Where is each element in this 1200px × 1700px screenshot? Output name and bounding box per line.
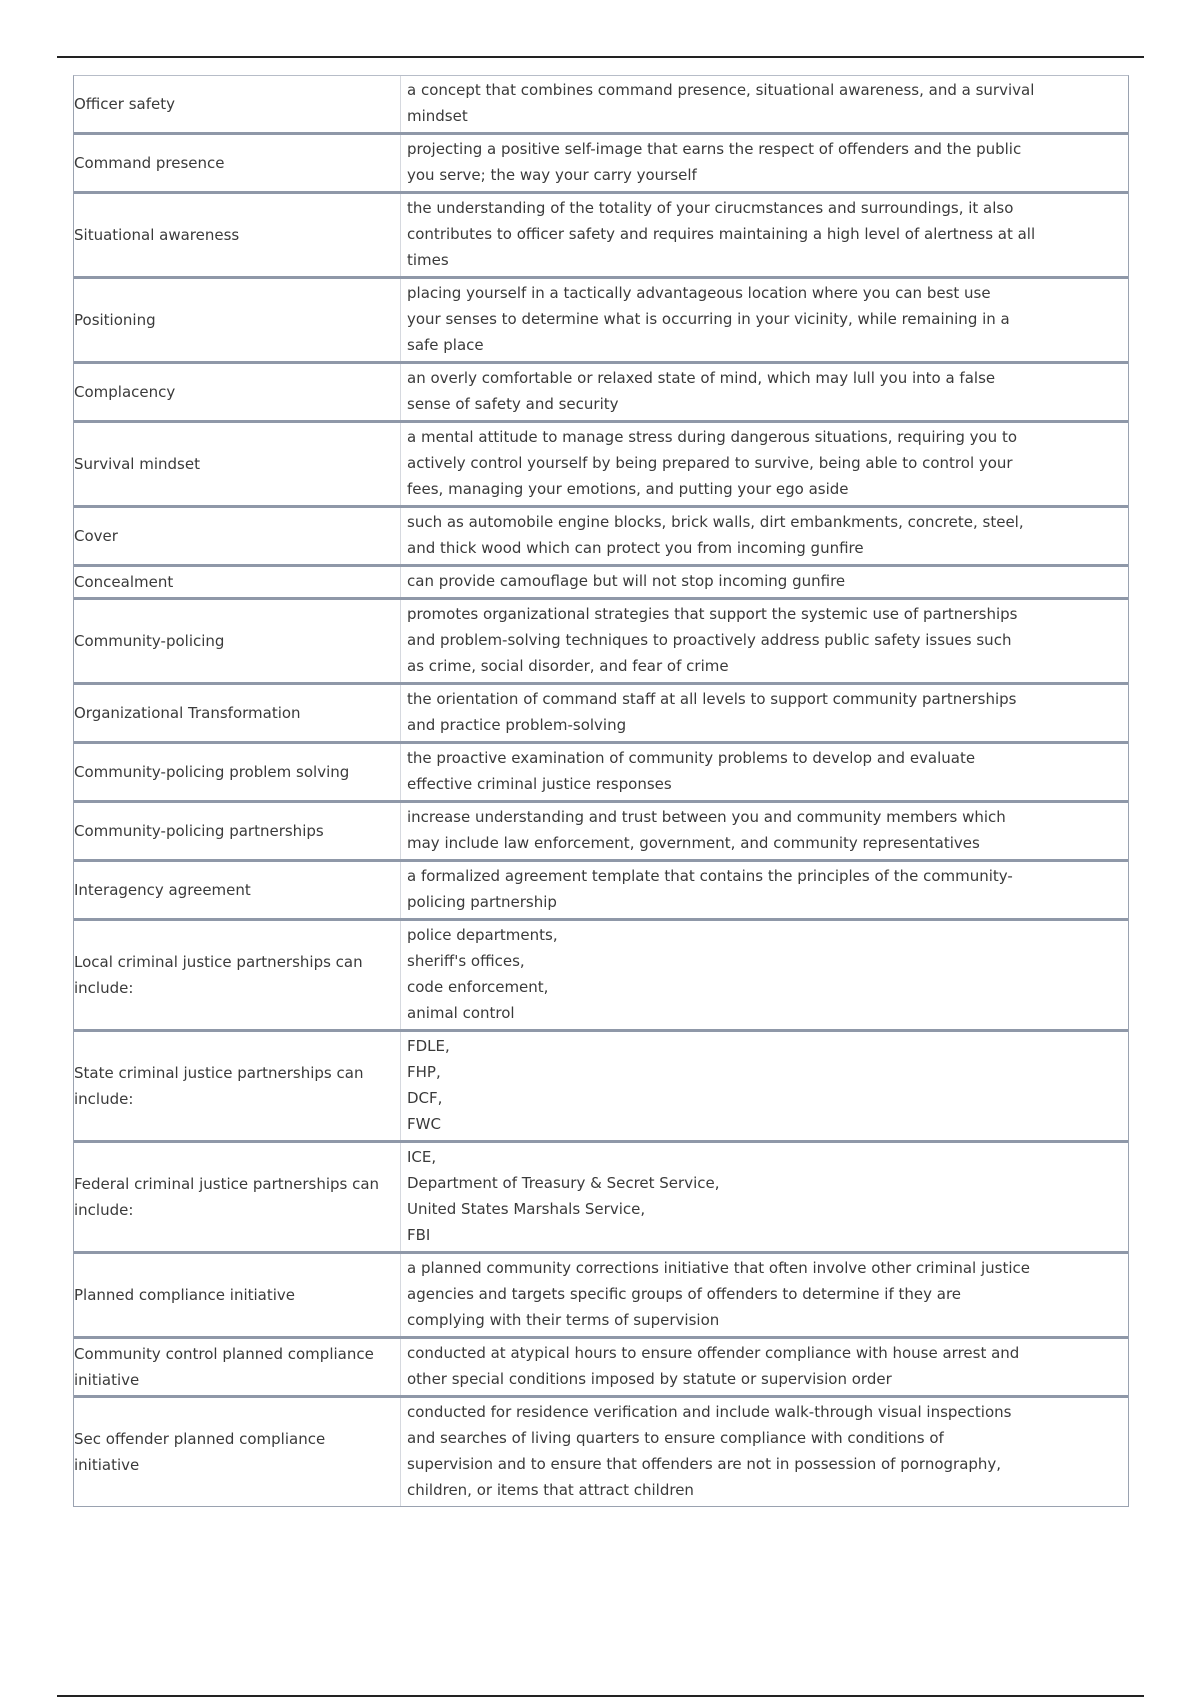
term-cell xyxy=(74,862,401,918)
table-row xyxy=(74,567,1128,600)
definition-text: the orientation of command staff at all levels to support community partnerships xyxy=(407,690,1017,708)
term-cell xyxy=(74,1254,401,1336)
definition-text: FBI xyxy=(407,1226,431,1244)
definition-cell xyxy=(401,567,1128,597)
term-text: Community control planned compliance xyxy=(74,1345,374,1363)
term-cell xyxy=(74,508,401,564)
term-text: Concealment xyxy=(74,573,174,591)
definition-cell xyxy=(401,685,1128,741)
term-text: Local criminal justice partnerships can xyxy=(74,953,363,971)
definition-cell xyxy=(401,279,1128,361)
table-row xyxy=(74,1398,1128,1506)
definition-cell xyxy=(401,76,1128,132)
definition-text: a concept that combines command presence, situational awareness, and a survival xyxy=(407,81,1035,99)
term-cell xyxy=(74,803,401,859)
definition-cell xyxy=(401,364,1128,420)
definition-text: agencies and targets specific groups of offenders to determine if they are xyxy=(407,1285,962,1303)
term-cell xyxy=(74,135,401,191)
table-row xyxy=(74,1143,1128,1254)
term-text: State criminal justice partnerships can xyxy=(74,1064,364,1082)
definition-text: FDLE, xyxy=(407,1037,450,1055)
term-text: Planned compliance initiative xyxy=(74,1286,296,1304)
top-rule xyxy=(57,56,1144,58)
definition-cell xyxy=(401,921,1128,1029)
term-cell xyxy=(74,1339,401,1395)
definition-text: and problem-solving techniques to proactively address public safety issues such xyxy=(407,631,1012,649)
definition-text: the understanding of the totality of your cirucmstances and surroundings, it also xyxy=(407,199,1014,217)
definition-cell xyxy=(401,1032,1128,1140)
definition-text: mindset xyxy=(407,107,468,125)
definition-text: children, or items that attract children xyxy=(407,1481,694,1499)
term-text: Complacency xyxy=(74,383,176,401)
definition-text: you serve; the way your carry yourself xyxy=(407,166,697,184)
term-text: Positioning xyxy=(74,311,156,329)
definition-text: a planned community corrections initiative that often involve other criminal justice xyxy=(407,1259,1031,1277)
table-row xyxy=(74,862,1128,921)
term-cell xyxy=(74,1032,401,1140)
definition-text: conducted for residence verification and include walk-through visual inspections xyxy=(407,1403,1012,1421)
definition-text: promotes organizational strategies that support the systemic use of partnerships xyxy=(407,605,1018,623)
term-text: initiative xyxy=(74,1456,140,1474)
table-row xyxy=(74,364,1128,423)
table-row xyxy=(74,508,1128,567)
table-row xyxy=(74,194,1128,279)
definition-text: as crime, social disorder, and fear of crime xyxy=(407,657,729,675)
definition-cell xyxy=(401,135,1128,191)
definition-text: and practice problem-solving xyxy=(407,716,627,734)
table-row xyxy=(74,803,1128,862)
term-cell xyxy=(74,567,401,597)
definition-cell xyxy=(401,194,1128,276)
term-text: Interagency agreement xyxy=(74,881,251,899)
term-text: Cover xyxy=(74,527,118,545)
definition-text: projecting a positive self-image that earns the respect of offenders and the public xyxy=(407,140,1022,158)
table-row xyxy=(74,921,1128,1032)
definition-text: safe place xyxy=(407,336,484,354)
definition-text: your senses to determine what is occurring in your vicinity, while remaining in a xyxy=(407,310,1010,328)
definition-text: a mental attitude to manage stress during dangerous situations, requiring you to xyxy=(407,428,1018,446)
definition-text: sheriff's offices, xyxy=(407,952,525,970)
term-cell xyxy=(74,685,401,741)
term-text: Community-policing partnerships xyxy=(74,822,324,840)
definition-text: such as automobile engine blocks, brick walls, dirt embankments, concrete, steel, xyxy=(407,513,1024,531)
definition-text: United States Marshals Service, xyxy=(407,1200,646,1218)
bottom-rule xyxy=(57,1695,1144,1697)
term-cell xyxy=(74,76,401,132)
term-text: include: xyxy=(74,1201,134,1219)
term-cell xyxy=(74,744,401,800)
definition-cell xyxy=(401,1398,1128,1506)
term-cell xyxy=(74,600,401,682)
term-cell xyxy=(74,423,401,505)
definition-text: code enforcement, xyxy=(407,978,549,996)
term-text: Organizational Transformation xyxy=(74,704,301,722)
table-row xyxy=(74,279,1128,364)
definition-text: Department of Treasury & Secret Service, xyxy=(407,1174,720,1192)
definition-text: fees, managing your emotions, and putting your ego aside xyxy=(407,480,849,498)
definition-text: actively control yourself by being prepared to survive, being able to control your xyxy=(407,454,1013,472)
term-cell xyxy=(74,364,401,420)
definition-text: FWC xyxy=(407,1115,441,1133)
definition-cell xyxy=(401,508,1128,564)
glossary-table xyxy=(73,75,1129,1507)
table-row xyxy=(74,1339,1128,1398)
definition-text: may include law enforcement, government, and community representatives xyxy=(407,834,980,852)
definition-cell xyxy=(401,744,1128,800)
definition-text: the proactive examination of community problems to develop and evaluate xyxy=(407,749,976,767)
term-cell xyxy=(74,194,401,276)
term-text: initiative xyxy=(74,1371,140,1389)
term-text: Federal criminal justice partnerships can xyxy=(74,1175,380,1193)
definition-text: complying with their terms of supervision xyxy=(407,1311,720,1329)
table-row xyxy=(74,744,1128,803)
term-text: include: xyxy=(74,1090,134,1108)
definition-text: increase understanding and trust between you and community members which xyxy=(407,808,1006,826)
definition-text: effective criminal justice responses xyxy=(407,775,672,793)
definition-text: DCF, xyxy=(407,1089,443,1107)
table-row xyxy=(74,685,1128,744)
definition-text: policing partnership xyxy=(407,893,557,911)
definition-cell xyxy=(401,1143,1128,1251)
table-row xyxy=(74,1032,1128,1143)
definition-text: sense of safety and security xyxy=(407,395,619,413)
term-text: Community-policing problem solving xyxy=(74,763,350,781)
term-cell xyxy=(74,1398,401,1506)
table-row xyxy=(74,135,1128,194)
definition-text: ICE, xyxy=(407,1148,437,1166)
term-text: Sec offender planned compliance xyxy=(74,1430,326,1448)
definition-text: other special conditions imposed by statute or supervision order xyxy=(407,1370,892,1388)
definition-text: police departments, xyxy=(407,926,558,944)
definition-text: and thick wood which can protect you from incoming gunfire xyxy=(407,539,864,557)
table-row xyxy=(74,600,1128,685)
term-text: Survival mindset xyxy=(74,455,200,473)
definition-cell xyxy=(401,423,1128,505)
definition-text: a formalized agreement template that contains the principles of the community- xyxy=(407,867,1013,885)
term-cell xyxy=(74,279,401,361)
term-text: Situational awareness xyxy=(74,226,240,244)
definition-cell xyxy=(401,600,1128,682)
table-row xyxy=(74,423,1128,508)
definition-text: conducted at atypical hours to ensure offender compliance with house arrest and xyxy=(407,1344,1020,1362)
definition-text: supervision and to ensure that offenders are not in possession of pornography, xyxy=(407,1455,1002,1473)
definition-text: placing yourself in a tactically advantageous location where you can best use xyxy=(407,284,991,302)
definition-text: FHP, xyxy=(407,1063,441,1081)
term-text: Command presence xyxy=(74,154,225,172)
term-cell xyxy=(74,921,401,1029)
table-row xyxy=(74,1254,1128,1339)
term-text: Officer safety xyxy=(74,95,175,113)
definition-text: can provide camouflage but will not stop incoming gunfire xyxy=(407,572,846,590)
definition-text: an overly comfortable or relaxed state of mind, which may lull you into a false xyxy=(407,369,996,387)
definition-text: animal control xyxy=(407,1004,515,1022)
term-cell xyxy=(74,1143,401,1251)
definition-cell xyxy=(401,1339,1128,1395)
definition-text: contributes to officer safety and requires maintaining a high level of alertness at all xyxy=(407,225,1036,243)
definition-text: and searches of living quarters to ensure compliance with conditions of xyxy=(407,1429,944,1447)
term-text: Community-policing xyxy=(74,632,225,650)
term-text: include: xyxy=(74,979,134,997)
definition-cell xyxy=(401,803,1128,859)
definition-cell xyxy=(401,1254,1128,1336)
table-row xyxy=(74,76,1128,135)
definition-cell xyxy=(401,862,1128,918)
definition-text: times xyxy=(407,251,449,269)
